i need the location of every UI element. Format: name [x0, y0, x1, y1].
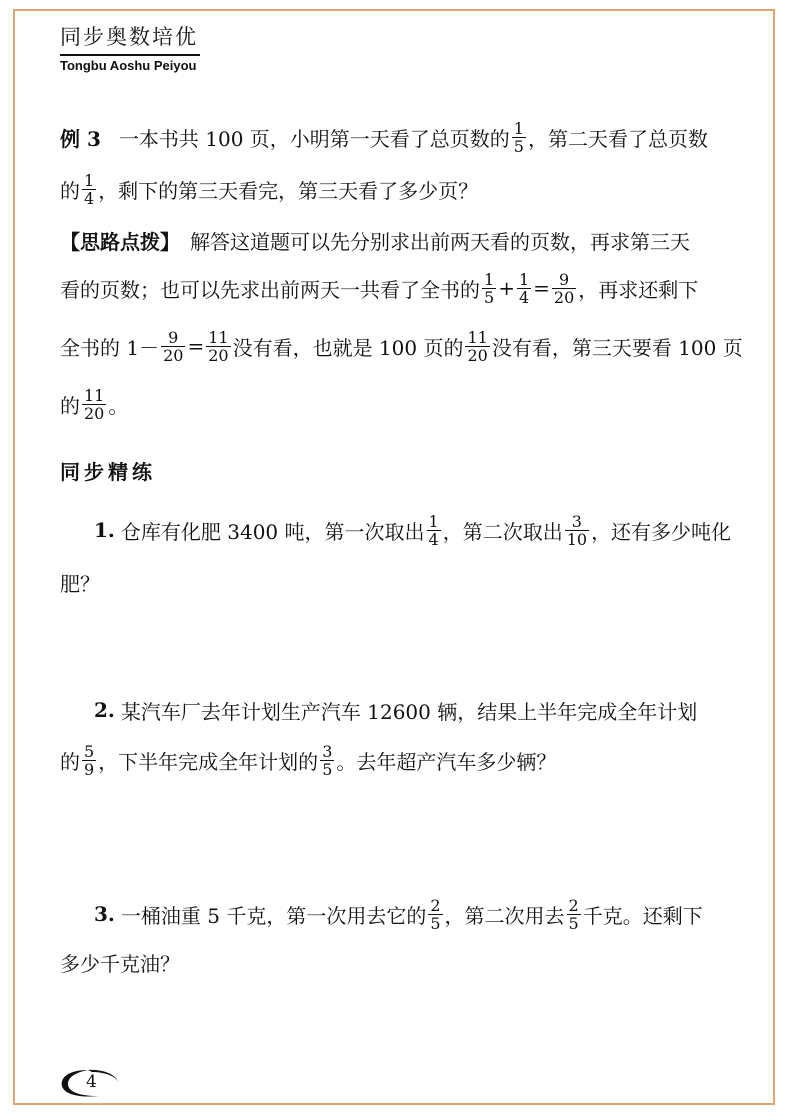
problem-text: 千克。还剩下 — [582, 903, 703, 928]
operator: + — [498, 276, 515, 300]
tip-text: 没有看，也就是 100 页的 — [232, 335, 464, 360]
problem-text: 多少千克油？ — [60, 951, 180, 976]
fraction: $\frac{11}{20}$ — [208, 327, 229, 365]
fraction: $\frac{3}{5}$ — [322, 741, 333, 779]
fraction: $\frac{1}{4}$ — [84, 170, 95, 208]
tip-text: 没有看，第三天要看 100 页 — [491, 335, 743, 360]
book-title-en: Tongbu Aoshu Peiyou — [60, 58, 197, 73]
page-number: 4 — [86, 1072, 97, 1092]
problem-number: 3. — [94, 902, 115, 926]
problem-number: 1. — [94, 518, 115, 542]
operator: = — [187, 334, 205, 358]
example-text: 的 — [60, 178, 80, 203]
fraction: $\frac{9}{20}$ — [163, 327, 184, 365]
page-number-badge — [58, 1066, 120, 1100]
section-title: 同步精练 — [60, 460, 156, 484]
tip-label: 【思路点拨】 — [60, 229, 180, 254]
problem-text: 一桶油重 5 千克，第一次用去它的 — [120, 903, 427, 928]
problem-text: ，第二次用去 — [444, 903, 565, 928]
fraction: $\frac{11}{20}$ — [467, 327, 488, 365]
problem-text: ，下半年完成全年计划的 — [98, 749, 319, 774]
example-text: ，剩下的第三天看完，第三天看了多少页？ — [98, 178, 479, 203]
fraction: $\frac{1}{5}$ — [513, 118, 524, 156]
example-text: ，第二天看了总页数 — [527, 126, 708, 151]
tip-text: ，再求还剩下 — [578, 277, 699, 302]
tip-text: 全书的 1－ — [60, 335, 160, 360]
problem-number: 2. — [94, 698, 115, 722]
fraction: $\frac{3}{10}$ — [566, 511, 588, 549]
fraction: $\frac{9}{20}$ — [553, 269, 575, 307]
problem-text: 。去年超产汽车多少辆？ — [336, 749, 557, 774]
operator: = — [533, 276, 550, 300]
tip-text: 看的页数；也可以先求出前两天一共看了全书的 — [60, 277, 480, 302]
fraction: $\frac{11}{20}$ — [84, 385, 105, 423]
example-text: 一本书共 100 页，小明第一天看了总页数的 — [118, 126, 510, 151]
book-header — [60, 24, 200, 73]
fraction: $\frac{2}{5}$ — [430, 895, 441, 933]
problem-text: 的 — [60, 749, 80, 774]
tip-text: 的 — [60, 393, 80, 418]
tip-text: 解答这道题可以先分别求出前两天看的页数，再求第三天 — [190, 229, 690, 254]
problem-text: ，第二次取出 — [442, 519, 563, 544]
header-rule — [60, 54, 200, 56]
fraction: $\frac{1}{4}$ — [428, 511, 439, 549]
book-title-cn: 同步奥数培优 — [60, 25, 198, 49]
problem-text: 某汽车厂去年计划生产汽车 12600 辆，结果上半年完成全年计划 — [120, 699, 698, 724]
problem-text: 仓库有化肥 3400 吨，第一次取出 — [120, 519, 425, 544]
example-label: 例 3 — [60, 126, 101, 151]
tip-text: 。 — [108, 393, 129, 418]
fraction: $\frac{5}{9}$ — [84, 741, 95, 779]
fraction: $\frac{2}{5}$ — [568, 895, 579, 933]
fraction: $\frac{1}{5}$ — [484, 269, 495, 307]
fraction: $\frac{1}{4}$ — [518, 269, 530, 307]
problem-text: ，还有多少吨化 — [591, 519, 732, 544]
problem-text: 肥？ — [60, 571, 100, 596]
